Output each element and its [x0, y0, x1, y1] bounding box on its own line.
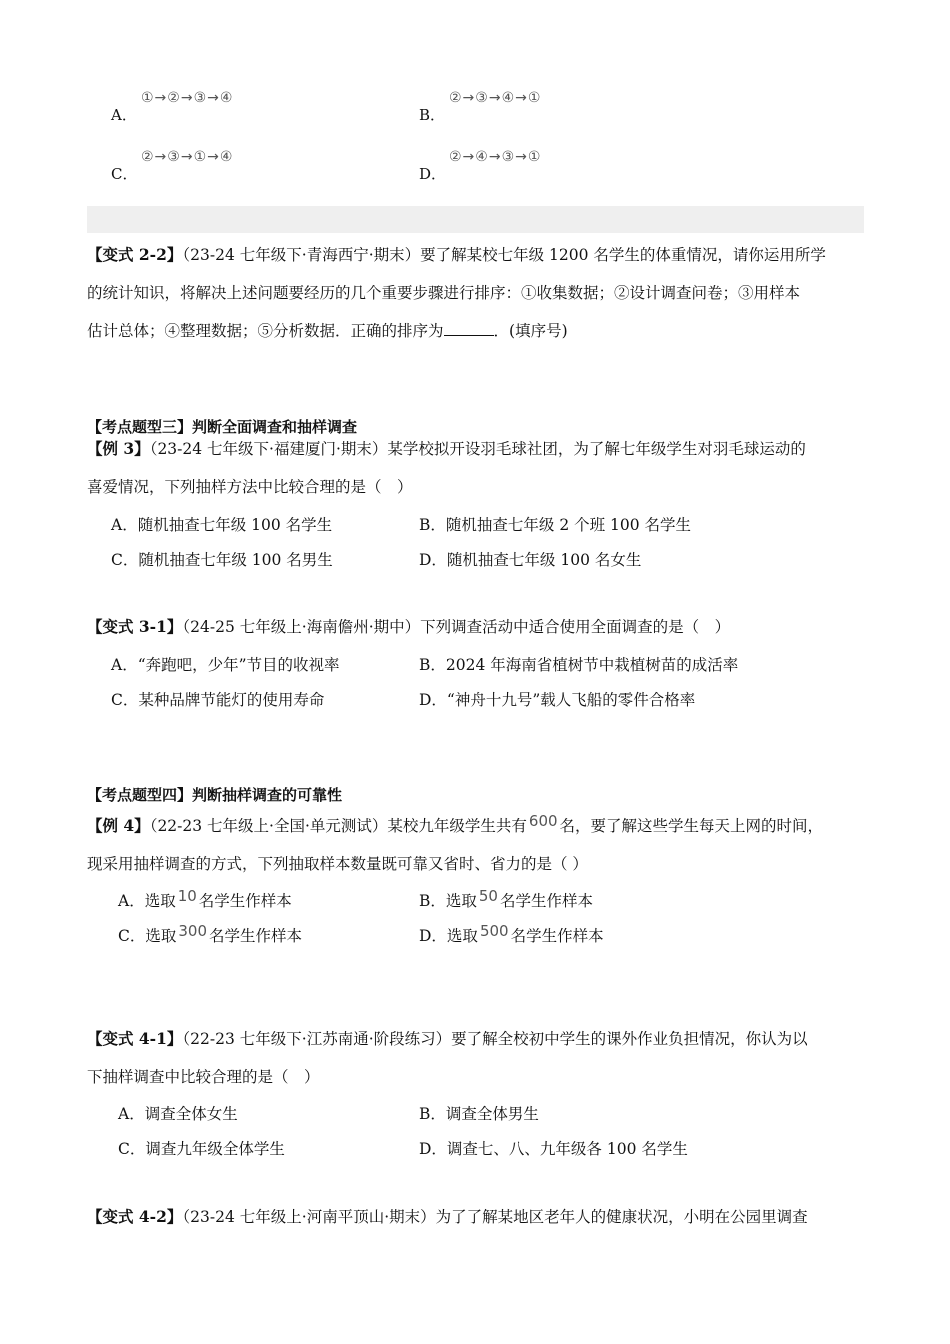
question-variant-4-2 — [87, 1198, 867, 1236]
question-text: 的统计知识，将解决上述问题要经历的几个重要步骤进行排序：①收集数据；②设计调查问卷；③用样本 — [87, 284, 801, 302]
question-text: 估计总体；④整理数据；⑤分析数据．正确的排序为 — [87, 322, 444, 340]
option-c-sequence: ②→③→①→④ — [141, 149, 234, 165]
ex4-option-a[interactable] — [118, 889, 292, 911]
question-text: 喜爱情况，下列抽样方法中比较合理的是（ ） — [87, 478, 413, 496]
question-text: （22-23 七年级上·全国·单元测试）某校九年级学生共有 — [149, 817, 527, 835]
option-label: 名学生作样本 — [198, 892, 292, 910]
option-label: C．选取 — [118, 927, 177, 945]
question-variant-3-1 — [87, 608, 867, 646]
question-text: （23-24 七年级上·河南平顶山·期末）为了了解某地区老年人的健康状况，小明在公园里调查 — [182, 1208, 808, 1226]
option-b-letter: B． — [419, 106, 446, 124]
question-variant-2-2 — [87, 236, 867, 350]
option-c-letter: C． — [111, 165, 138, 183]
question-text: 现采用抽样调查的方式，下列抽取样本数量既可靠又省时、省力的是（ ） — [87, 855, 588, 873]
question-tag: 【变式 4-1】 — [87, 1029, 183, 1048]
option-label: A．选取 — [118, 892, 176, 910]
answer-area-band — [87, 206, 864, 233]
ex4-option-b[interactable] — [419, 889, 593, 911]
question-tag: 【例 4】 — [87, 816, 150, 835]
question-text: （23-24 七年级下·青海西宁·期末）要了解某校七年级 1200 名学生的体重情况，请你运用所学 — [182, 246, 826, 264]
question-example-4 — [87, 807, 867, 883]
option-label: 名学生作样本 — [510, 927, 604, 945]
option-number: 500 — [479, 922, 509, 940]
v41-option-a[interactable]: A．调查全体女生 — [118, 1105, 238, 1123]
question-tag: 【变式 2-2】 — [87, 245, 183, 264]
v31-option-d[interactable]: D．“神舟十九号”载人飞船的零件合格率 — [419, 691, 696, 709]
option-label: B．选取 — [419, 892, 477, 910]
option-b-sequence: ②→③→④→① — [449, 90, 542, 106]
option-a-letter: A． — [111, 106, 137, 124]
section-header-3: 【考点题型三】判断全面调查和抽样调查 — [87, 418, 358, 436]
question-tag: 【例 3】 — [87, 439, 150, 458]
question-text: 下抽样调查中比较合理的是（ ） — [87, 1068, 320, 1086]
question-text: （24-25 七年级上·海南儋州·期中）下列调查活动中适合使用全面调查的是（ ） — [182, 618, 731, 636]
question-example-3 — [87, 430, 867, 506]
option-label: D．选取 — [419, 927, 478, 945]
v31-option-a[interactable]: A．“奔跑吧，少年”节目的收视率 — [111, 656, 340, 674]
answer-blank[interactable] — [444, 321, 494, 336]
section-header-4: 【考点题型四】判断抽样调查的可靠性 — [87, 786, 343, 804]
v41-option-b[interactable]: B．调查全体男生 — [419, 1105, 539, 1123]
option-a-sequence: ①→②→③→④ — [141, 90, 234, 106]
ex3-option-d[interactable]: D．随机抽查七年级 100 名女生 — [419, 551, 642, 569]
v31-option-c[interactable]: C．某种品牌节能灯的使用寿命 — [111, 691, 325, 709]
ex3-option-c[interactable]: C．随机抽查七年级 100 名男生 — [111, 551, 333, 569]
v41-option-c[interactable]: C．调查九年级全体学生 — [118, 1140, 285, 1158]
question-text: （23-24 七年级下·福建厦门·期末）某学校拟开设羽毛球社团，为了解七年级学生对羽毛球运动的 — [149, 440, 806, 458]
option-d-sequence: ②→④→③→① — [449, 149, 542, 165]
v41-option-d[interactable]: D．调查七、八、九年级各 100 名学生 — [419, 1140, 688, 1158]
question-text: 名，要了解这些学生每天上网的时间， — [559, 817, 824, 835]
ex3-option-b[interactable]: B．随机抽查七年级 2 个班 100 名学生 — [419, 516, 692, 534]
ex3-option-a[interactable]: A．随机抽查七年级 100 名学生 — [111, 516, 333, 534]
option-number: 10 — [177, 887, 197, 905]
option-d-letter: D． — [419, 165, 447, 183]
ex4-option-c[interactable] — [118, 924, 302, 946]
option-label: 名学生作样本 — [209, 927, 303, 945]
question-tag: 【变式 3-1】 — [87, 617, 183, 636]
ex4-option-d[interactable] — [419, 924, 604, 946]
question-variant-4-1 — [87, 1020, 867, 1096]
option-number: 300 — [178, 922, 208, 940]
option-label: 名学生作样本 — [499, 892, 593, 910]
student-count: 600 — [528, 812, 558, 830]
v31-option-b[interactable]: B．2024 年海南省植树节中栽植树苗的成活率 — [419, 656, 739, 674]
option-number: 50 — [478, 887, 498, 905]
question-text: （22-23 七年级下·江苏南通·阶段练习）要了解全校初中学生的课外作业负担情况，你认为以 — [182, 1030, 808, 1048]
question-tag: 【变式 4-2】 — [87, 1207, 183, 1226]
question-text: ．(填序号) — [493, 322, 568, 340]
